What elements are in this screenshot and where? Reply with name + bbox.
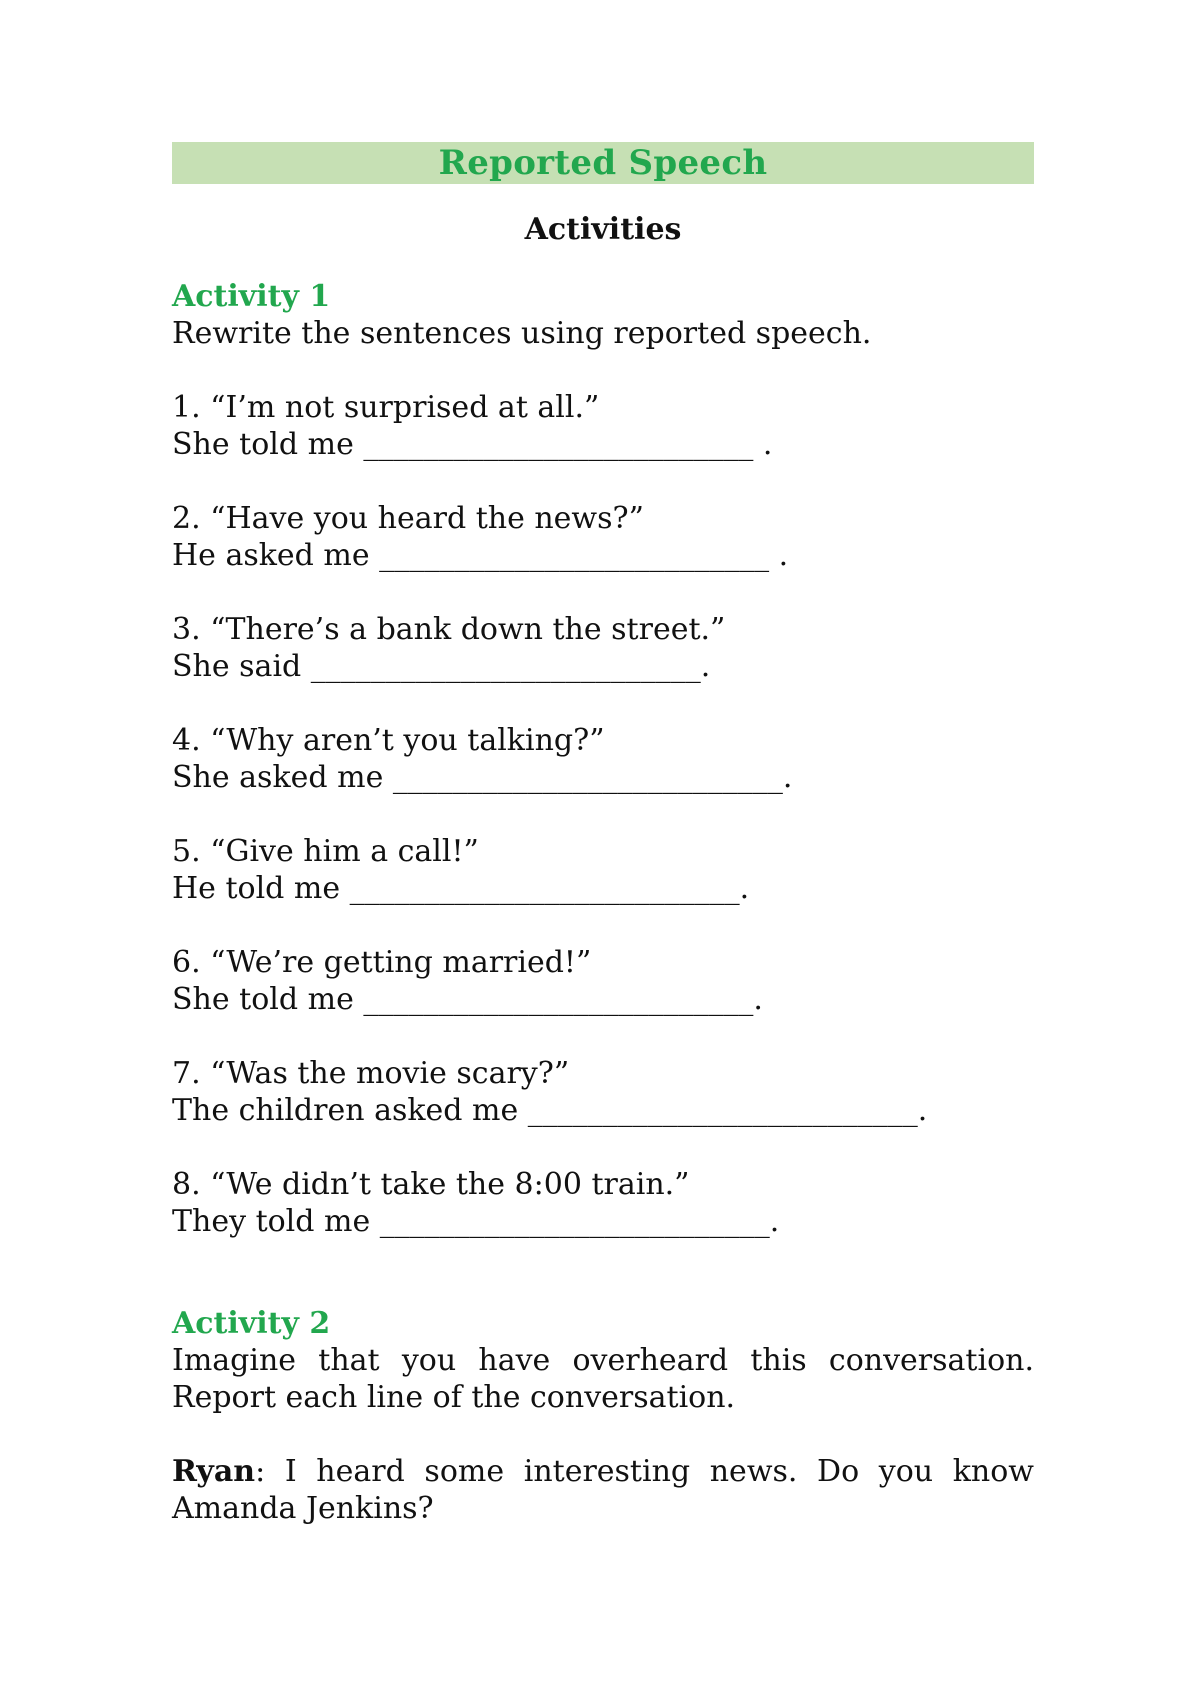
exercise-item-4 <box>172 722 1034 796</box>
exercise-item-7 <box>172 1055 1034 1129</box>
activity-1-heading: Activity 1 <box>172 279 331 314</box>
exercise-answer-line: She told me __________________________. <box>172 982 763 1017</box>
exercise-item-1 <box>172 389 1034 463</box>
dialogue-line <box>172 1453 1034 1527</box>
exercise-answer-line: They told me __________________________. <box>172 1204 780 1239</box>
exercise-quote: 6. “We’re getting married!” <box>172 945 592 980</box>
dialogue-text: : I heard some interesting news. Do you know Amanda Jenkins? <box>172 1454 1034 1526</box>
activity-2-instruction: Imagine that you have overheard this conversation. Report each line of the conversation. <box>172 1343 1034 1415</box>
exercise-answer-line: The children asked me __________________________. <box>172 1093 928 1128</box>
exercise-quote: 4. “Why aren’t you talking?” <box>172 723 605 758</box>
exercise-item-8 <box>172 1166 1034 1240</box>
activity-1-instruction: Rewrite the sentences using reported speech. <box>172 316 872 351</box>
section-subtitle: Activities <box>524 212 682 247</box>
activity-2-heading: Activity 2 <box>172 1306 331 1341</box>
exercise-quote: 1. “I’m not surprised at all.” <box>172 390 600 425</box>
exercise-answer-line: He told me __________________________. <box>172 871 750 906</box>
worksheet-content <box>172 142 1034 1527</box>
exercise-answer-line: She told me __________________________ . <box>172 427 773 462</box>
exercise-quote: 2. “Have you heard the news?” <box>172 501 644 536</box>
exercise-item-6 <box>172 944 1034 1018</box>
title-bar <box>172 142 1034 184</box>
exercise-item-3 <box>172 611 1034 685</box>
exercise-item-5 <box>172 833 1034 907</box>
exercise-quote: 5. “Give him a call!” <box>172 834 479 869</box>
exercise-quote: 7. “Was the movie scary?” <box>172 1056 570 1091</box>
page-title: Reported Speech <box>438 143 768 183</box>
exercise-answer-line: She asked me __________________________. <box>172 760 793 795</box>
exercise-quote: 3. “There’s a bank down the street.” <box>172 612 726 647</box>
activity-1-items <box>172 389 1034 1240</box>
exercise-answer-line: She said __________________________. <box>172 649 711 684</box>
exercise-item-2 <box>172 500 1034 574</box>
exercise-quote: 8. “We didn’t take the 8:00 train.” <box>172 1167 690 1202</box>
exercise-answer-line: He asked me __________________________ . <box>172 538 789 573</box>
dialogue-speaker: Ryan <box>172 1454 256 1489</box>
